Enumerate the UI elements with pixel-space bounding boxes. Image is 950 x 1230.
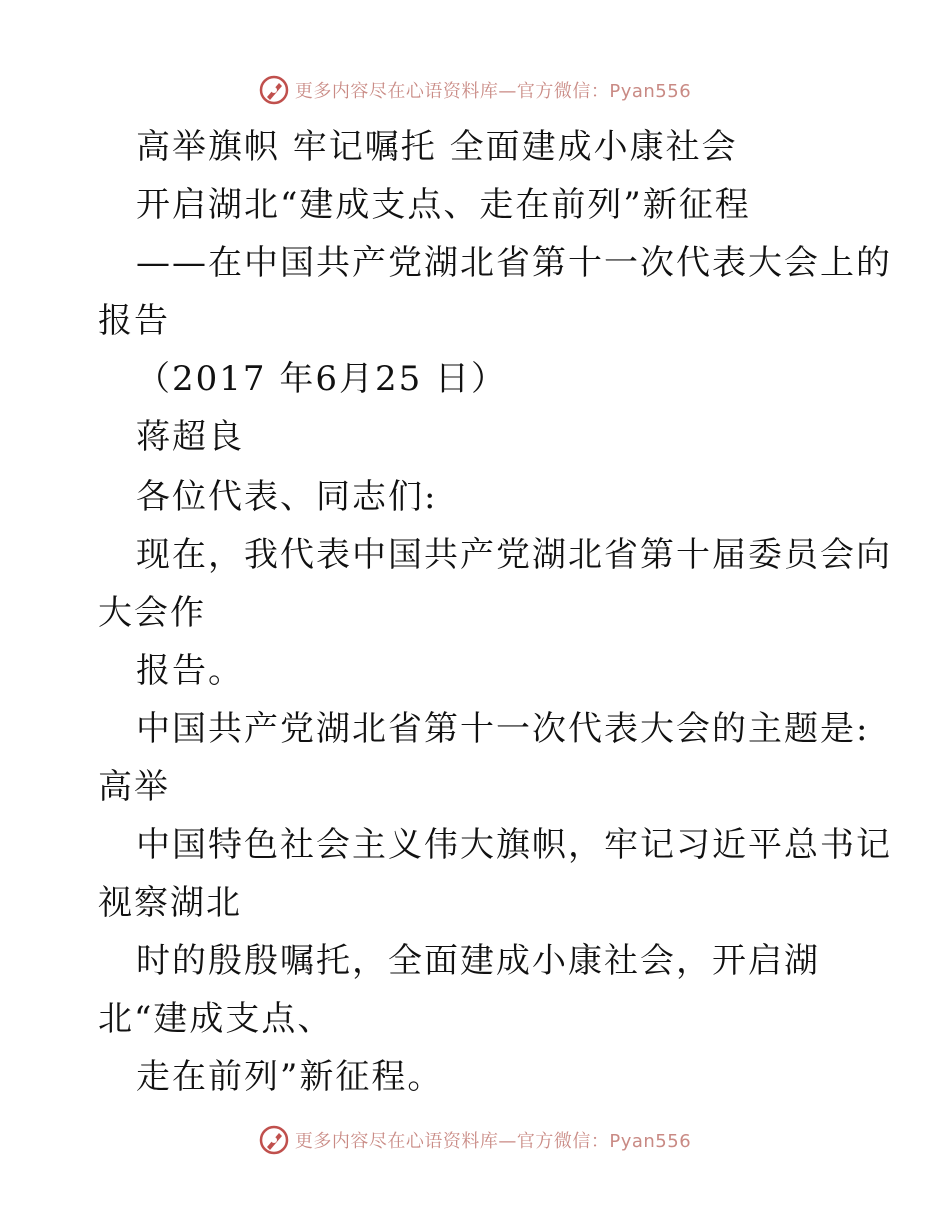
paragraph-line: 视察湖北 xyxy=(98,883,242,923)
paragraph-line: 现在，我代表中国共产党湖北省第十届委员会向 xyxy=(136,535,892,575)
paragraph-line: 时的殷殷嘱托，全面建成小康社会，开启湖 xyxy=(136,941,820,981)
subtitle-line: ——在中国共产党湖北省第十一次代表大会上的 xyxy=(136,243,892,283)
author-line: 蒋超良 xyxy=(136,417,244,457)
paragraph-line: 高举 xyxy=(98,767,170,807)
paragraph-line: 北“建成支点、 xyxy=(98,999,334,1039)
salutation-line: 各位代表、同志们: xyxy=(136,477,438,517)
title-line-2: 开启湖北“建成支点、走在前列”新征程 xyxy=(136,185,751,225)
paragraph-line: 大会作 xyxy=(98,593,206,633)
title-line-1: 高举旗帜 牢记嘱托 全面建成小康社会 xyxy=(136,127,738,167)
watermark-text: 更多内容尽在心语资料库—官方微信：Pyan556 xyxy=(294,81,692,102)
pen-seal-icon xyxy=(259,1125,289,1155)
paragraph-line: 中国特色社会主义伟大旗帜，牢记习近平总书记 xyxy=(136,825,892,865)
paragraph-line: 中国共产党湖北省第十一次代表大会的主题是: xyxy=(136,709,870,749)
paragraph-line: 报告。 xyxy=(136,651,244,691)
subtitle-line-cont: 报告 xyxy=(98,301,170,341)
paragraph-line: 走在前列”新征程。 xyxy=(136,1057,444,1097)
watermark-text: 更多内容尽在心语资料库—官方微信：Pyan556 xyxy=(294,1131,692,1152)
footer-watermark-banner xyxy=(0,1122,950,1158)
date-line: （2017 年6月25 日） xyxy=(136,359,508,399)
